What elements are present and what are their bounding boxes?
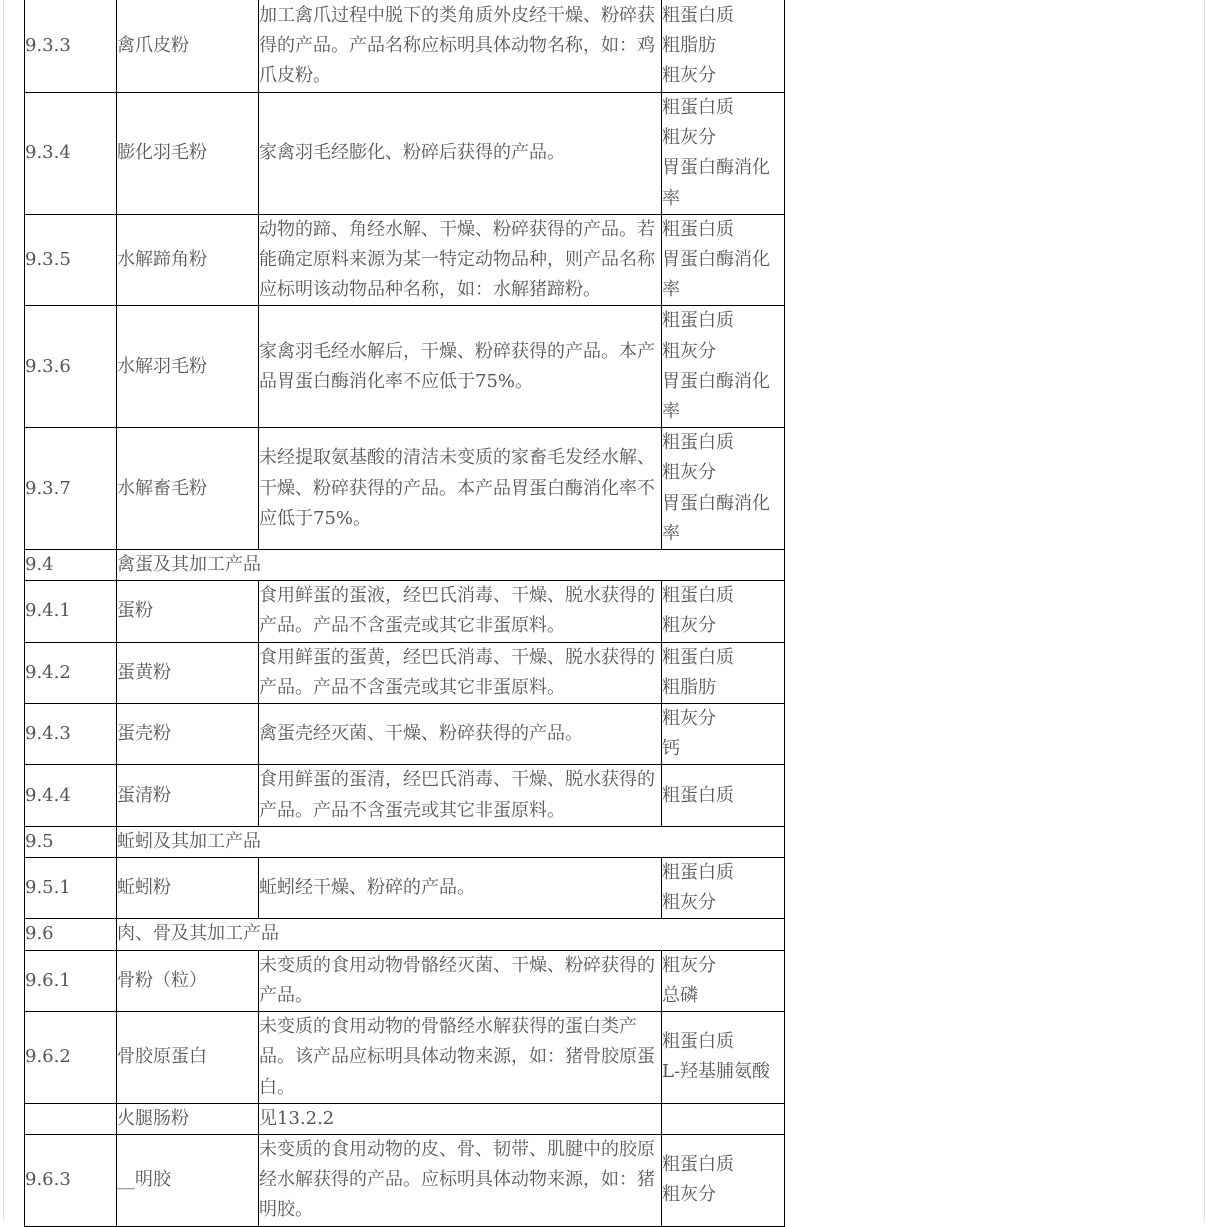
table-row	[25, 428, 785, 550]
row-code: 9.6.2	[25, 1012, 117, 1104]
row-description: 动物的蹄、角经水解、干燥、粉碎获得的产品。若能确定原料来源为某一特定动物品种，则产品名称应标明该动物品种名称，如：水解猪蹄粉。	[259, 214, 662, 306]
row-name: 骨胶原蛋白	[117, 1012, 259, 1104]
test-item: 胃蛋白酶消化率	[662, 249, 770, 301]
row-name: 禽爪皮粉	[117, 0, 259, 93]
table-row	[25, 858, 785, 919]
test-item: 胃蛋白酶消化率	[662, 157, 770, 209]
row-test-items	[662, 765, 785, 826]
row-code	[25, 1103, 117, 1134]
section-title: 肉、骨及其加工产品	[117, 919, 785, 950]
table-row	[25, 214, 785, 306]
test-item: 粗蛋白质	[662, 784, 734, 806]
test-item: 粗灰分	[662, 615, 716, 637]
row-description: 家禽羽毛经膨化、粉碎后获得的产品。	[259, 93, 662, 215]
test-item: 粗灰分	[662, 65, 716, 87]
row-test-items	[662, 704, 785, 765]
test-item: 粗灰分	[662, 1184, 716, 1206]
row-description: 家禽羽毛经水解后，干燥、粉碎获得的产品。本产品胃蛋白酶消化率不应低于75%。	[259, 306, 662, 428]
row-code: 9.4.4	[25, 765, 117, 826]
row-description: 食用鲜蛋的蛋黄，经巴氏消毒、干燥、脱水获得的产品。产品不含蛋壳或其它非蛋原料。	[259, 642, 662, 703]
row-description: 见13.2.2	[259, 1103, 662, 1134]
row-code: 9.4.2	[25, 642, 117, 703]
row-name: 蛋黄粉	[117, 642, 259, 703]
test-item: 粗蛋白质	[662, 862, 734, 884]
test-item: 胃蛋白酶消化率	[662, 492, 770, 544]
section-code: 9.5	[25, 826, 117, 857]
row-name: 骨粉（粒）	[117, 950, 259, 1011]
row-name: 蛋清粉	[117, 765, 259, 826]
row-test-items	[662, 306, 785, 428]
test-item: 粗灰分	[662, 954, 716, 976]
row-description: 未经提取氨基酸的清洁未变质的家畜毛发经水解、干燥、粉碎获得的产品。本产品胃蛋白酶消化率不应低于75%。	[259, 428, 662, 550]
table-row	[25, 0, 785, 93]
table-row	[25, 93, 785, 215]
test-item: 粗蛋白质	[662, 585, 734, 607]
row-code: 9.4.3	[25, 704, 117, 765]
test-item: 粗蛋白质	[662, 97, 734, 118]
row-test-items	[662, 214, 785, 306]
test-item: 粗脂肪	[662, 34, 716, 56]
page-frame-left	[3, 0, 4, 1221]
test-item: 粗蛋白质	[662, 310, 734, 332]
row-test-items	[662, 858, 785, 919]
feed-materials-table	[24, 0, 785, 1227]
row-code: 9.3.5	[25, 214, 117, 306]
test-item: L-羟基脯氨酸	[662, 1061, 771, 1083]
row-description: 未变质的食用动物的皮、骨、韧带、肌腱中的胶原经水解获得的产品。应标明具体动物来源，如：猪明胶。	[259, 1134, 662, 1226]
row-code: 9.6.1	[25, 950, 117, 1011]
row-code: 9.4.1	[25, 581, 117, 642]
section-row	[25, 826, 785, 857]
test-item: 粗脂肪	[662, 676, 716, 698]
test-item: 粗蛋白质	[662, 218, 734, 240]
row-test-items	[662, 581, 785, 642]
section-title: 蚯蚓及其加工产品	[117, 826, 785, 857]
row-code: 9.3.3	[25, 0, 117, 93]
row-name: __明胶	[117, 1134, 259, 1226]
row-description: 食用鲜蛋的蛋液，经巴氏消毒、干燥、脱水获得的产品。产品不含蛋壳或其它非蛋原料。	[259, 581, 662, 642]
table-row	[25, 581, 785, 642]
row-test-items	[662, 642, 785, 703]
test-item: 粗蛋白质	[662, 1154, 734, 1175]
test-item: 粗灰分	[662, 340, 716, 362]
table-row	[25, 306, 785, 428]
row-test-items	[662, 1012, 785, 1104]
table-row	[25, 704, 785, 765]
table-row	[25, 765, 785, 826]
row-code: 9.3.6	[25, 306, 117, 428]
row-name: 水解羽毛粉	[117, 306, 259, 428]
test-item: 粗灰分	[662, 462, 716, 484]
row-description: 未变质的食用动物的骨骼经水解获得的蛋白类产品。该产品应标明具体动物来源，如：猪骨胶原蛋白。	[259, 1012, 662, 1104]
row-name: 膨化羽毛粉	[117, 93, 259, 215]
row-test-items	[662, 93, 785, 215]
table-row	[25, 1012, 785, 1104]
section-row	[25, 919, 785, 950]
section-title: 禽蛋及其加工产品	[117, 550, 785, 581]
section-code: 9.4	[25, 550, 117, 581]
test-item: 粗蛋白质	[662, 4, 734, 26]
row-code: 9.3.4	[25, 93, 117, 215]
test-item: 总磷	[662, 984, 698, 1006]
row-description: 未变质的食用动物骨骼经灭菌、干燥、粉碎获得的产品。	[259, 950, 662, 1011]
section-row	[25, 550, 785, 581]
row-name: 水解畜毛粉	[117, 428, 259, 550]
test-item: 粗灰分	[662, 892, 716, 914]
test-item: 粗蛋白质	[662, 646, 734, 668]
test-item: 粗蛋白质	[662, 1031, 734, 1053]
row-name: 火腿肠粉	[117, 1103, 259, 1134]
row-description: 禽蛋壳经灭菌、干燥、粉碎获得的产品。	[259, 704, 662, 765]
row-description: 蚯蚓经干燥、粉碎的产品。	[259, 858, 662, 919]
test-item: 钙	[662, 738, 680, 760]
row-test-items	[662, 950, 785, 1011]
table-row	[25, 1103, 785, 1134]
row-test-items	[662, 1103, 785, 1134]
test-item: 胃蛋白酶消化率	[662, 370, 770, 423]
row-name: 蛋壳粉	[117, 704, 259, 765]
row-test-items	[662, 1134, 785, 1226]
page-frame-right	[1204, 0, 1205, 1221]
row-test-items	[662, 0, 785, 93]
table-row	[25, 950, 785, 1011]
row-code: 9.5.1	[25, 858, 117, 919]
row-name: 蚯蚓粉	[117, 858, 259, 919]
row-code: 9.3.7	[25, 428, 117, 550]
table-row	[25, 1134, 785, 1226]
section-code: 9.6	[25, 919, 117, 950]
row-description: 加工禽爪过程中脱下的类角质外皮经干燥、粉碎获得的产品。产品名称应标明具体动物名称，如：鸡爪皮粉。	[259, 0, 662, 93]
test-item: 粗灰分	[662, 127, 716, 149]
row-test-items	[662, 428, 785, 550]
row-name: 蛋粉	[117, 581, 259, 642]
row-name: 水解蹄角粉	[117, 214, 259, 306]
row-description: 食用鲜蛋的蛋清，经巴氏消毒、干燥、脱水获得的产品。产品不含蛋壳或其它非蛋原料。	[259, 765, 662, 826]
test-item: 粗灰分	[662, 708, 716, 730]
test-item: 粗蛋白质	[662, 432, 734, 454]
table-row	[25, 642, 785, 703]
row-code: 9.6.3	[25, 1134, 117, 1226]
